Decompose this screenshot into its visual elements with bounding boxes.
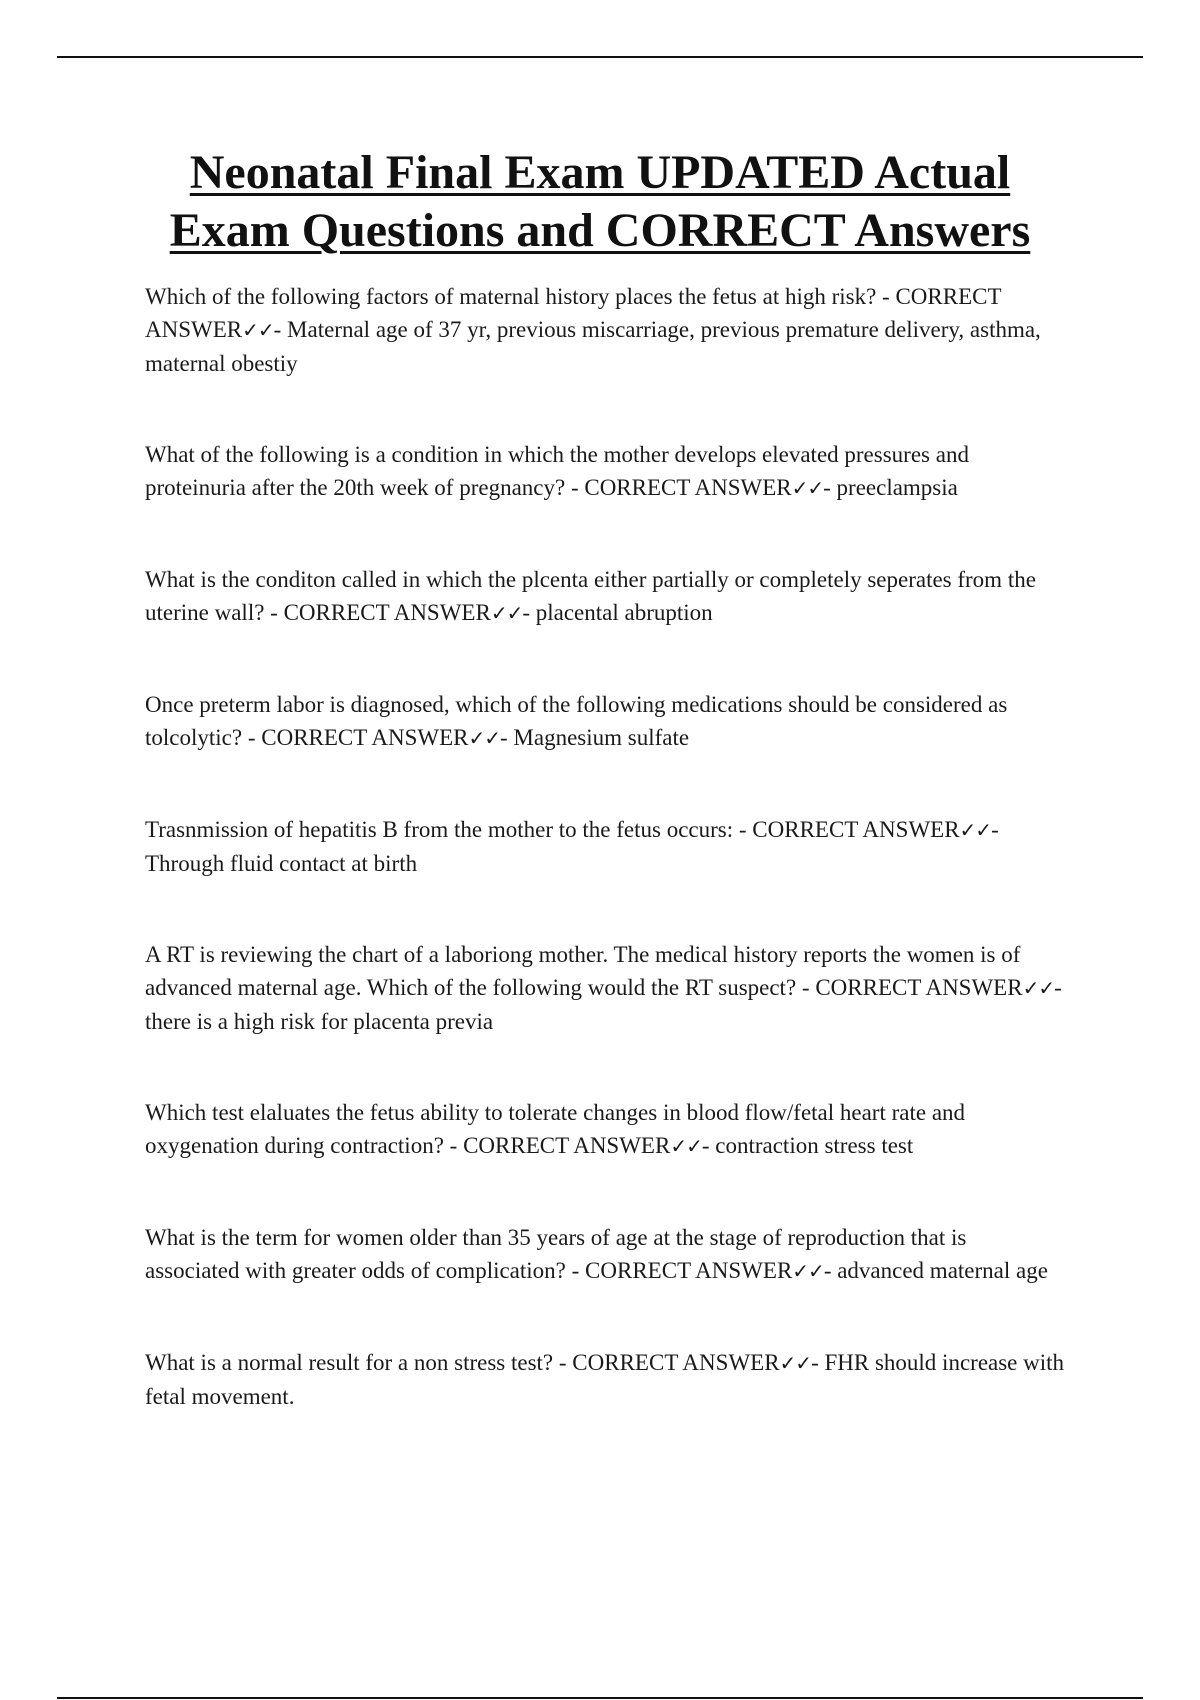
qa-item <box>145 563 1065 630</box>
question-text: Once preterm labor is diagnosed, which of the following medications should be considered as tolcolytic? - <box>145 692 1008 750</box>
answer-text: - Maternal age of 37 yr, previous miscarriage, previous premature delivery, asthma, maternal obestiy <box>145 317 1041 376</box>
answer-text: - preeclampsia <box>823 475 958 500</box>
check-marks-icon: ✓✓ <box>791 476 824 500</box>
question-text: What is the conditon called in which the plcenta either partially or completely seperates from the uterine wall? - <box>145 567 1036 625</box>
question-text: Trasnmission of hepatitis B from the mother to the fetus occurs: - <box>145 817 753 842</box>
answer-text: - placental abruption <box>522 600 713 625</box>
qa-item <box>145 438 1065 505</box>
footer-rule <box>57 1697 1143 1699</box>
qa-item <box>145 280 1065 380</box>
qa-item <box>145 1096 1065 1163</box>
check-marks-icon: ✓✓ <box>1022 976 1055 1000</box>
answer-text: - Through fluid contact at birth <box>145 817 999 876</box>
qa-item <box>145 813 1065 880</box>
check-marks-icon: ✓✓ <box>959 818 992 842</box>
question-text: A RT is reviewing the chart of a laboriong mother. The medical history reports the women is of advanced maternal age. Which of the following would the RT suspect? - <box>145 942 1021 1000</box>
answer-marker: CORRECT ANSWER <box>584 475 792 500</box>
answer-marker: CORRECT ANSWER <box>463 1133 671 1158</box>
title-line-2: Exam Questions and CORRECT Answers <box>169 204 1031 257</box>
qa-item <box>145 1346 1065 1413</box>
check-marks-icon: ✓✓ <box>242 318 274 342</box>
answer-marker: CORRECT ANSWER <box>752 817 960 842</box>
answer-marker: CORRECT ANSWER <box>145 284 1002 342</box>
answer-text: - advanced maternal age <box>823 1258 1048 1283</box>
title-line-1: Neonatal Final Exam UPDATED Actual <box>189 146 1011 199</box>
qa-item <box>145 688 1065 755</box>
answer-marker: CORRECT ANSWER <box>815 975 1023 1000</box>
check-marks-icon: ✓✓ <box>490 601 523 625</box>
question-text: What of the following is a condition in which the mother develops elevated pressures and proteinuria after the 20th week of pregnancy? - <box>145 442 969 500</box>
check-marks-icon: ✓✓ <box>792 1259 824 1283</box>
question-text: Which test elaluates the fetus ability to tolerate changes in blood flow/fetal heart rate and oxygenation during contraction? - <box>145 1100 966 1158</box>
check-marks-icon: ✓✓ <box>468 726 501 750</box>
qa-item <box>145 1221 1065 1288</box>
header-rule <box>57 56 1143 58</box>
question-text: Which of the following factors of maternal history places the fetus at high risk? - <box>145 284 896 309</box>
answer-marker: CORRECT ANSWER <box>572 1350 780 1375</box>
answer-text: - contraction stress test <box>701 1133 914 1158</box>
answer-marker: CORRECT ANSWER <box>261 725 469 750</box>
document-title <box>100 144 1100 260</box>
answer-marker: CORRECT ANSWER <box>585 1258 793 1283</box>
answer-text: - there is a high risk for placenta previa <box>145 975 1062 1034</box>
check-marks-icon: ✓✓ <box>779 1351 812 1375</box>
qa-list <box>145 280 1065 1413</box>
check-marks-icon: ✓✓ <box>670 1134 702 1158</box>
question-text: What is the term for women older than 35 years of age at the stage of reproduction that is associated with greater odds of complication? - <box>145 1225 967 1283</box>
question-text: What is a normal result for a non stress test? - <box>145 1350 573 1375</box>
qa-item <box>145 938 1065 1038</box>
answer-text: - Magnesium sulfate <box>500 725 690 750</box>
answer-marker: CORRECT ANSWER <box>283 600 491 625</box>
answer-text: - FHR should increase with fetal movement. <box>145 1350 1065 1409</box>
